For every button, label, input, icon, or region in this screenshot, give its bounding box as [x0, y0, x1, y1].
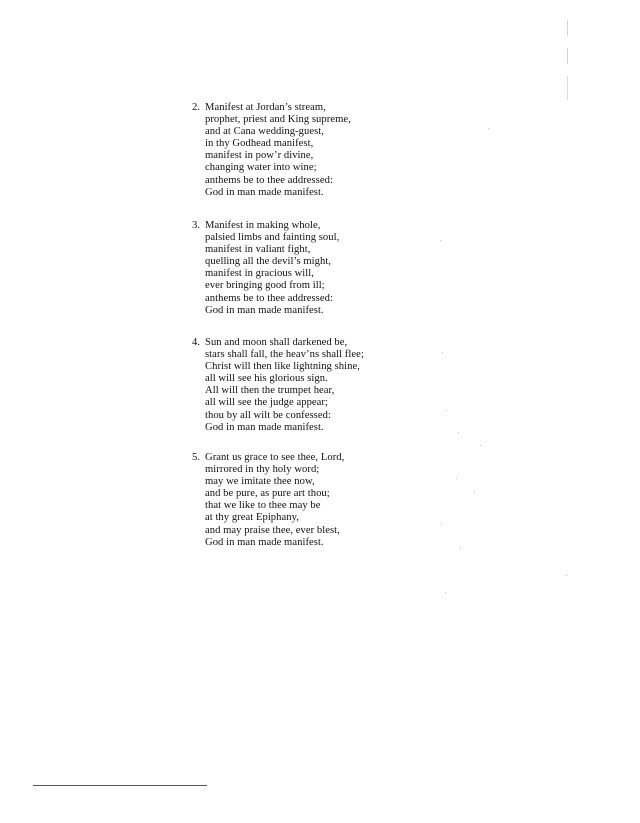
verse-number: 2.: [192, 102, 201, 113]
scan-speck: [441, 524, 442, 525]
verse-line: all will see his glorious sign.: [205, 373, 328, 385]
verse-line: in thy Godhead manifest,: [205, 138, 314, 150]
verse-line: all will see the judge appear;: [205, 397, 328, 409]
scan-speck: [566, 575, 567, 576]
verse-line: God in man made manifest.: [205, 186, 324, 198]
verse-number: 4.: [192, 337, 201, 348]
scan-speck: [488, 128, 489, 129]
verse-line: God in man made manifest.: [205, 421, 324, 433]
verse-line: and may praise thee, ever blest,: [205, 524, 340, 536]
verse-line: and at Cana wedding-guest,: [205, 126, 324, 138]
verse-line-text: Manifest at Jordan’s stream,: [205, 102, 326, 113]
scan-edge-artifact: [567, 20, 568, 100]
hymn-verse-3: [192, 220, 392, 317]
verse-line: manifest in valiant fight,: [205, 244, 311, 256]
verse-line: that we like to thee may be: [205, 500, 321, 512]
scan-speck: [445, 592, 446, 593]
verse-number: 5.: [192, 452, 201, 463]
verse-line: quelling all the devil’s might,: [205, 256, 332, 268]
verse-line: manifest in pow’r divine,: [205, 150, 314, 162]
verse-line: God in man made manifest.: [205, 536, 324, 548]
verse-line: [192, 102, 392, 114]
verse-line: All will then the trumpet hear,: [205, 385, 335, 397]
verse-line: anthems be to thee addressed:: [205, 174, 333, 186]
verse-line: anthems be to thee addressed:: [205, 292, 333, 304]
verse-line: God in man made manifest.: [205, 304, 324, 316]
verse-line: changing water into wine;: [205, 162, 317, 174]
hymn-verse-4: [192, 337, 392, 434]
footer-rule: [33, 785, 207, 786]
verse-number: 3.: [192, 220, 201, 231]
verse-line: at thy great Epiphany,: [205, 512, 299, 524]
verse-line: manifest in gracious will,: [205, 268, 314, 280]
verse-line: thou by all wilt be confessed:: [205, 409, 331, 421]
verse-line-text: Sun and moon shall darkened be,: [205, 337, 348, 348]
scan-speck: [460, 548, 461, 549]
scan-speck: [458, 432, 459, 433]
verse-line: Christ will then like lightning shine,: [205, 361, 360, 373]
verse-line: stars shall fall, the heav’ns shall flee;: [205, 349, 364, 361]
verse-line: and be pure, as pure art thou;: [205, 488, 330, 500]
verse-line: ever bringing good from ill;: [205, 280, 325, 292]
verse-line: prophet, priest and King supreme,: [205, 114, 351, 126]
scan-speck: [446, 410, 447, 411]
verse-line-text: Manifest in making whole,: [205, 220, 321, 231]
verse-line: mirrored in thy holy word;: [205, 464, 320, 476]
scan-speck: [480, 445, 481, 446]
scan-speck: [442, 352, 443, 353]
verse-line: may we imitate thee now,: [205, 476, 315, 488]
verse-line: palsied limbs and fainting soul,: [205, 232, 340, 244]
hymn-verse-5: [192, 452, 392, 549]
scan-speck: [456, 478, 457, 479]
hymn-verse-2: [192, 102, 392, 199]
verse-line: [192, 452, 392, 464]
verse-line-text: Grant us grace to see thee, Lord,: [205, 452, 345, 463]
verse-line: [192, 337, 392, 349]
scan-speck: [474, 492, 475, 493]
verse-line: [192, 220, 392, 232]
scan-speck: [440, 240, 441, 241]
